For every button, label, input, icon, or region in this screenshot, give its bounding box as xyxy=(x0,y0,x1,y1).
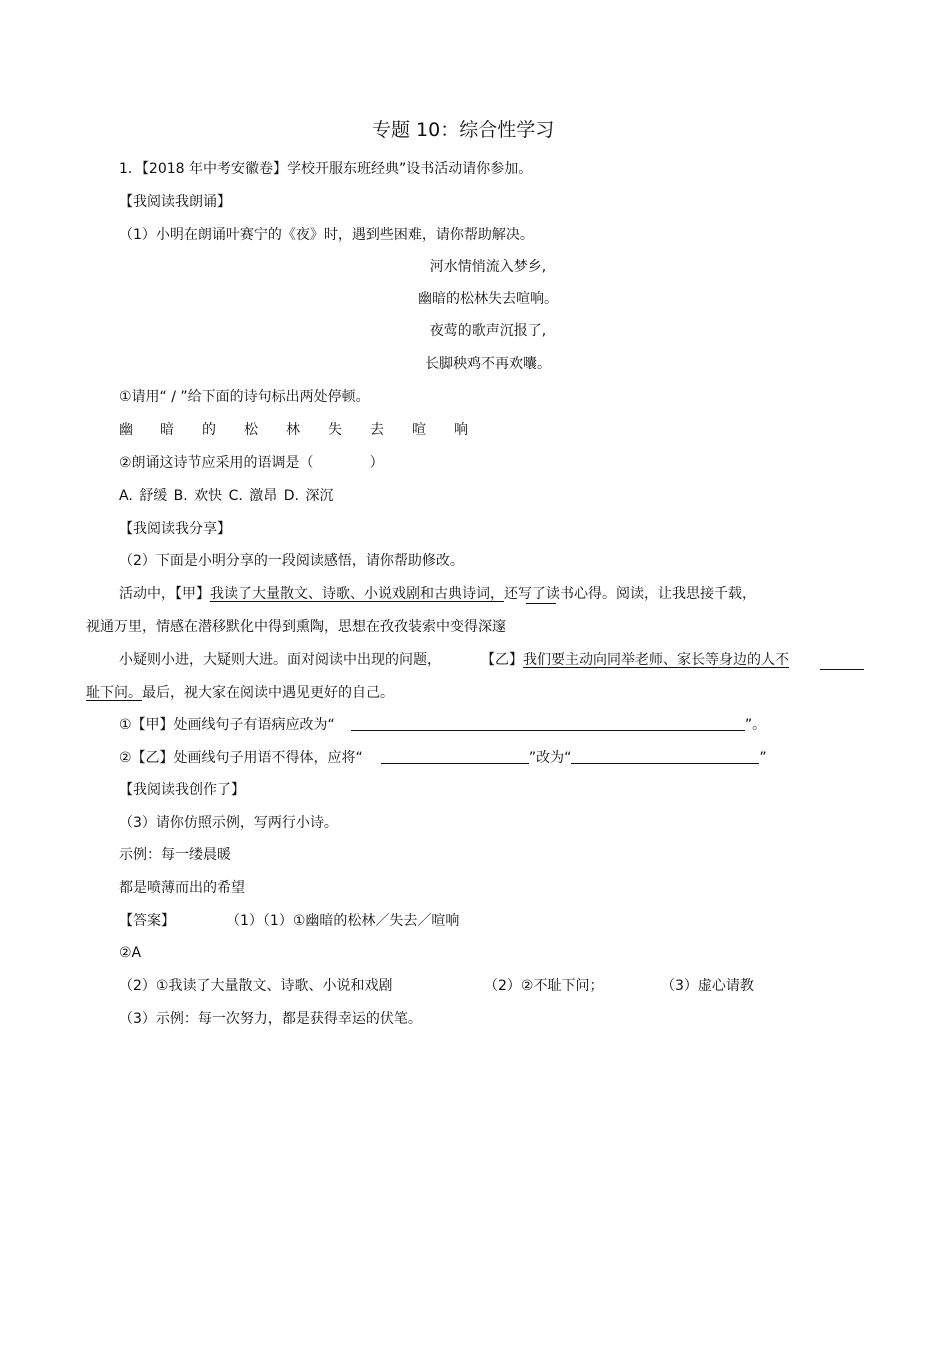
poem-line-4: 长脚秧鸡不再欢囔。 xyxy=(425,356,551,372)
fill-in-question-1 xyxy=(119,716,766,734)
spaced-char: 去 xyxy=(370,422,384,438)
answer-options: A. 舒缓 B. 欢快 C. 激昂 D. 深沉 xyxy=(119,488,334,504)
fill-in-question-2 xyxy=(119,749,767,767)
spaced-char: 响 xyxy=(454,422,468,438)
spaced-char: 失 xyxy=(328,422,342,438)
paragraph-1-line-2: 视通万里，情感在潜移默化中得到熏陶，思想在孜孜装索中变得深邃 xyxy=(86,619,506,635)
fill1-suffix: ”。 xyxy=(744,717,767,733)
paragraph-2-line-1 xyxy=(119,651,789,669)
underline-extension xyxy=(526,603,556,604)
fill1-prefix: ①【甲】处画线句子有语病应改为“ xyxy=(119,717,335,733)
para1-suffix: 还写了读书心得。阅读，让我思接千载， xyxy=(504,586,756,602)
fill2-mid: ”改为“ xyxy=(528,750,572,766)
para2-prefix: 小疑则小进，大疑则大进。面对阅读中出现的问题， xyxy=(119,652,441,668)
spaced-char: 林 xyxy=(286,422,300,438)
subquestion-1: （1）小明在朗诵叶赛宁的《夜》时，遇到些困难，请你帮助解决。 xyxy=(119,227,534,243)
answer-label: 【答案】 xyxy=(119,913,175,929)
answer-part-2b: （2）②不耻下问； xyxy=(484,978,604,994)
spaced-char: 暗 xyxy=(160,422,174,438)
answer-part-1b: ②A xyxy=(119,945,142,961)
answer-part-3: （3）示例：每一次努力，都是获得幸运的伏笔。 xyxy=(119,1011,422,1027)
instruction-tone-text: ②朗诵这诗节应采用的语调是（ xyxy=(119,455,314,471)
section-heading-create: 【我阅读我创作了】 xyxy=(119,782,245,798)
poem-line-3: 夜莺的歌声沉报了, xyxy=(429,323,547,339)
underline-extension xyxy=(820,669,864,670)
answer-blank-1[interactable] xyxy=(351,716,745,731)
underlined-sentence-yi: 我们要主动向同举老师、家长等身边的人不 xyxy=(523,652,789,668)
spaced-char: 幽 xyxy=(119,422,133,438)
underlined-continuation: 耻下问。 xyxy=(86,685,142,701)
answer-part-2c: （3）虚心请教 xyxy=(661,978,754,994)
underlined-sentence-jia: 我读了大量散文、诗歌、小说戏剧和古典诗词， xyxy=(210,586,504,602)
spaced-poem-line xyxy=(119,421,479,439)
page-title: 专题 10：综合性学习 xyxy=(372,119,555,141)
poem-line-2: 幽暗的松林失去喧响。 xyxy=(418,291,558,307)
subquestion-2: （2）下面是小明分享的一段阅读感悟，请你帮助修改。 xyxy=(119,553,464,569)
subquestion-3: （3）请你仿照示例，写两行小诗。 xyxy=(119,815,338,831)
instruction-tone xyxy=(119,454,384,472)
para1-prefix: 活动中，【甲】 xyxy=(119,586,210,602)
fill2-suffix: ” xyxy=(759,750,767,766)
spaced-char: 的 xyxy=(202,422,216,438)
para2-tag: 【乙】 xyxy=(481,652,523,668)
question-intro: 1．【2018 年中考安徽卷】学校开服东班经典”设书活动请你参加。 xyxy=(119,161,533,177)
answer-blank-2b[interactable] xyxy=(571,749,759,764)
instruction-tone-close: ） xyxy=(369,455,384,471)
poem-line-1: 河水情悄流入梦乡, xyxy=(429,259,547,275)
answer-part-2a: （2）①我读了大量散文、诗歌、小说和戏剧 xyxy=(119,978,393,994)
spaced-char: 喧 xyxy=(412,422,426,438)
example-line-2: 都是喷薄而出的希望 xyxy=(119,880,245,896)
spaced-char: 松 xyxy=(244,422,258,438)
answer-blank-2a[interactable] xyxy=(381,749,529,764)
fill2-prefix: ②【乙】处画线句子用语不得体，应将“ xyxy=(119,750,363,766)
section-heading-share: 【我阅读我分享】 xyxy=(119,521,231,537)
para2-line2-rest: 最后，视大家在阅读中遇见更好的自己。 xyxy=(142,685,394,701)
paragraph-2-line-2 xyxy=(86,684,394,702)
section-heading-recite: 【我阅读我朗诵】 xyxy=(119,194,231,210)
instruction-pause: ①请用“ / ”给下面的诗句标出两处停顿。 xyxy=(119,389,370,405)
paragraph-1-line-1 xyxy=(119,585,756,603)
answer-part-1: （1）（1）①幽暗的松林／失去／喧响 xyxy=(226,913,460,929)
example-line-1: 示例：每一缕晨暖 xyxy=(119,847,231,863)
